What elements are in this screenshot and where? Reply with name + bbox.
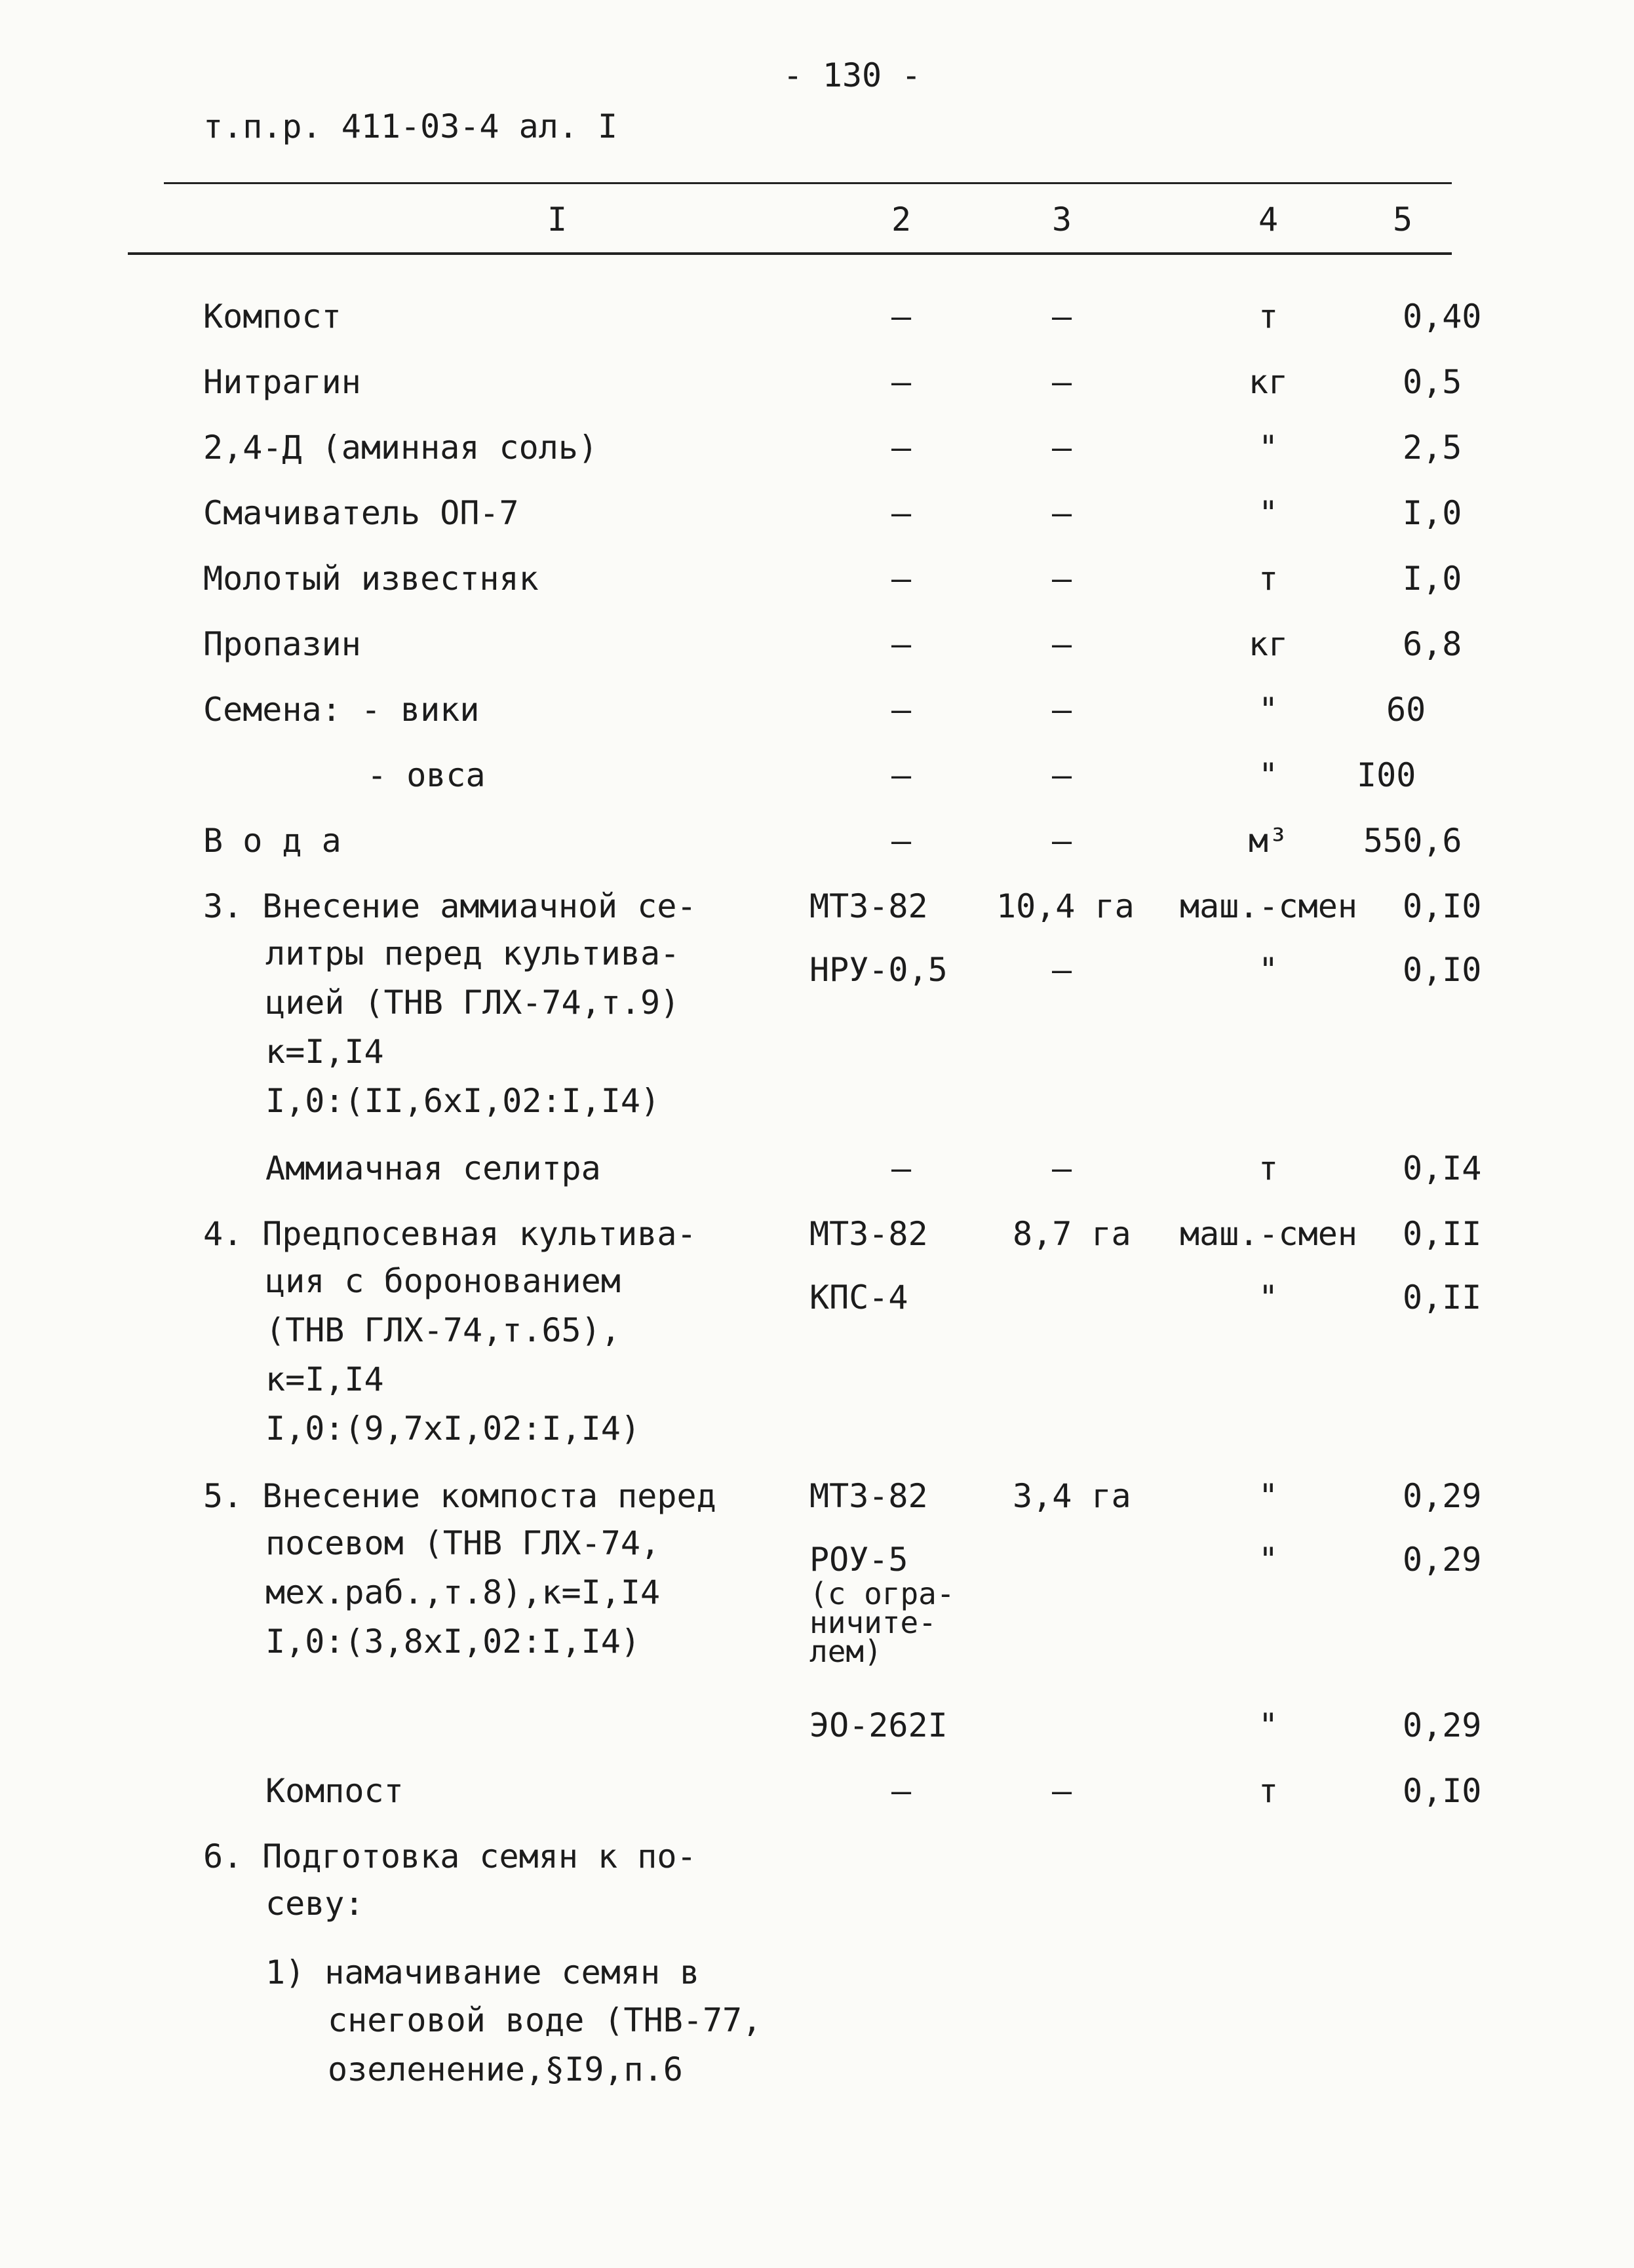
machine-cell: РОУ-5	[809, 1541, 908, 1579]
row-label-line: озеленение,§I9,п.6	[328, 2050, 683, 2088]
unit-cell: м³	[1248, 822, 1289, 860]
value-cell: 0,I0	[1403, 1772, 1482, 1810]
row-label: 2,4-Д (аминная соль)	[203, 429, 598, 467]
value-cell: 0,II	[1403, 1215, 1482, 1253]
machine-cell: КПС-4	[809, 1278, 908, 1317]
row-label: 6. Подготовка семян к по-	[203, 1837, 697, 1875]
volume-cell: –	[1051, 756, 1072, 794]
row-label: Компост	[203, 298, 341, 336]
machine-cell-note: (с огра-	[809, 1576, 955, 1611]
row-label-line: ция с боронованием	[265, 1262, 621, 1300]
volume-cell: –	[1051, 560, 1072, 598]
unit-cell: "	[1258, 429, 1279, 467]
volume-cell: –	[1051, 1149, 1072, 1187]
row-label-line: посевом (ТНВ ГЛХ-74,	[265, 1524, 661, 1562]
unit-cell: кг	[1248, 363, 1289, 401]
unit-cell: "	[1258, 691, 1279, 729]
machine-cell: –	[891, 691, 912, 729]
row-label: 4. Предпосевная культива-	[203, 1215, 697, 1253]
machine-cell: –	[891, 494, 912, 532]
machine-cell: –	[891, 822, 912, 860]
row-label: 3. Внесение аммиачной се-	[203, 887, 697, 925]
value-cell: I,0	[1403, 494, 1462, 532]
volume-cell: –	[1051, 822, 1072, 860]
machine-cell: МТЗ-82	[809, 1477, 928, 1515]
machine-cell: –	[891, 1772, 912, 1810]
page-number: - 130 -	[783, 56, 922, 94]
machine-cell: МТЗ-82	[809, 1215, 928, 1253]
unit-cell: маш.-смен	[1180, 887, 1357, 925]
machine-cell: –	[891, 560, 912, 598]
row-label-line: снеговой воде (ТНВ-77,	[328, 2001, 762, 2039]
volume-cell: –	[1051, 625, 1072, 663]
row-label-line: к=I,I4	[265, 1360, 384, 1398]
machine-cell: –	[891, 756, 912, 794]
row-label-line: цией (ТНВ ГЛХ-74,т.9)	[265, 984, 680, 1022]
row-label-line: I,0:(II,6xI,02:I,I4)	[265, 1082, 661, 1120]
machine-cell: МТЗ-82	[809, 887, 928, 925]
row-label: 1) намачивание семян в	[265, 1953, 700, 1991]
value-cell: I00	[1357, 756, 1416, 794]
value-cell: 0,I4	[1403, 1149, 1482, 1187]
unit-cell: т	[1258, 298, 1279, 336]
machine-cell: –	[891, 363, 912, 401]
value-cell: 0,II	[1403, 1278, 1482, 1317]
machine-cell: –	[891, 429, 912, 467]
machine-cell: ЭО-262I	[809, 1706, 948, 1744]
machine-cell: –	[891, 1149, 912, 1187]
row-label-line: I,0:(3,8xI,02:I,I4)	[265, 1623, 640, 1661]
row-label: Смачиватель ОП-7	[203, 494, 519, 532]
value-cell: 6,8	[1403, 625, 1462, 663]
machine-cell: –	[891, 298, 912, 336]
column-header-5: 5	[1392, 201, 1413, 239]
row-label: 5. Внесение компоста перед	[203, 1477, 716, 1515]
volume-cell: –	[1051, 363, 1072, 401]
unit-cell: кг	[1248, 625, 1289, 663]
unit-cell: "	[1258, 1278, 1279, 1317]
value-cell: 0,5	[1403, 363, 1462, 401]
unit-cell: т	[1258, 1772, 1279, 1810]
row-label-line: I,0:(9,7xI,02:I,I4)	[265, 1410, 640, 1448]
row-label-line: (ТНВ ГЛХ-74,т.65),	[265, 1311, 621, 1349]
unit-cell: т	[1258, 560, 1279, 598]
unit-cell: т	[1258, 1149, 1279, 1187]
unit-cell: маш.-смен	[1180, 1215, 1357, 1253]
column-header-4: 4	[1258, 201, 1279, 239]
volume-cell: –	[1051, 298, 1072, 336]
row-label: В о д а	[203, 822, 341, 860]
value-cell: I,0	[1403, 560, 1462, 598]
row-label: Нитрагин	[203, 363, 361, 401]
value-cell: 0,I0	[1403, 887, 1482, 925]
column-header-1: I	[547, 201, 568, 239]
value-cell: 0,40	[1403, 298, 1482, 336]
row-label-line: литры перед культива-	[265, 934, 680, 972]
value-cell: 2,5	[1403, 429, 1462, 467]
row-label-line: севу:	[265, 1885, 364, 1923]
machine-cell-note: ничите-	[809, 1605, 937, 1640]
unit-cell: "	[1258, 951, 1279, 989]
volume-cell: –	[1051, 691, 1072, 729]
row-label: Семена: - вики	[203, 691, 480, 729]
volume-cell: –	[1051, 429, 1072, 467]
row-label-line: мех.раб.,т.8),к=I,I4	[265, 1573, 661, 1611]
column-header-2: 2	[891, 201, 912, 239]
table-header-rule	[128, 252, 1452, 255]
volume-cell: 8,7 га	[1013, 1215, 1131, 1253]
column-header-3: 3	[1051, 201, 1072, 239]
value-cell: 550,6	[1363, 822, 1462, 860]
unit-cell: "	[1258, 756, 1279, 794]
unit-cell: "	[1258, 494, 1279, 532]
value-cell: 60	[1386, 691, 1426, 729]
row-label: Компост	[265, 1772, 404, 1810]
value-cell: 0,29	[1403, 1541, 1482, 1579]
row-label: Пропазин	[203, 625, 361, 663]
machine-cell: –	[891, 625, 912, 663]
row-label: Аммиачная селитра	[265, 1149, 601, 1187]
volume-cell: –	[1051, 494, 1072, 532]
machine-cell: НРУ-0,5	[809, 951, 948, 989]
value-cell: 0,I0	[1403, 951, 1482, 989]
unit-cell: "	[1258, 1541, 1279, 1579]
value-cell: 0,29	[1403, 1706, 1482, 1744]
unit-cell: "	[1258, 1706, 1279, 1744]
document-reference: т.п.р. 411-03-4 ал. I	[203, 107, 618, 145]
volume-cell: 3,4 га	[1013, 1477, 1131, 1515]
row-label: - овса	[367, 756, 486, 794]
volume-cell: 10,4 га	[996, 887, 1135, 925]
unit-cell: "	[1258, 1477, 1279, 1515]
value-cell: 0,29	[1403, 1477, 1482, 1515]
table-top-rule	[164, 182, 1452, 184]
row-label: Молотый известняк	[203, 560, 539, 598]
volume-cell: –	[1051, 1772, 1072, 1810]
volume-cell: –	[1051, 951, 1072, 989]
machine-cell-note: лем)	[809, 1634, 882, 1669]
row-label-line: к=I,I4	[265, 1033, 384, 1071]
